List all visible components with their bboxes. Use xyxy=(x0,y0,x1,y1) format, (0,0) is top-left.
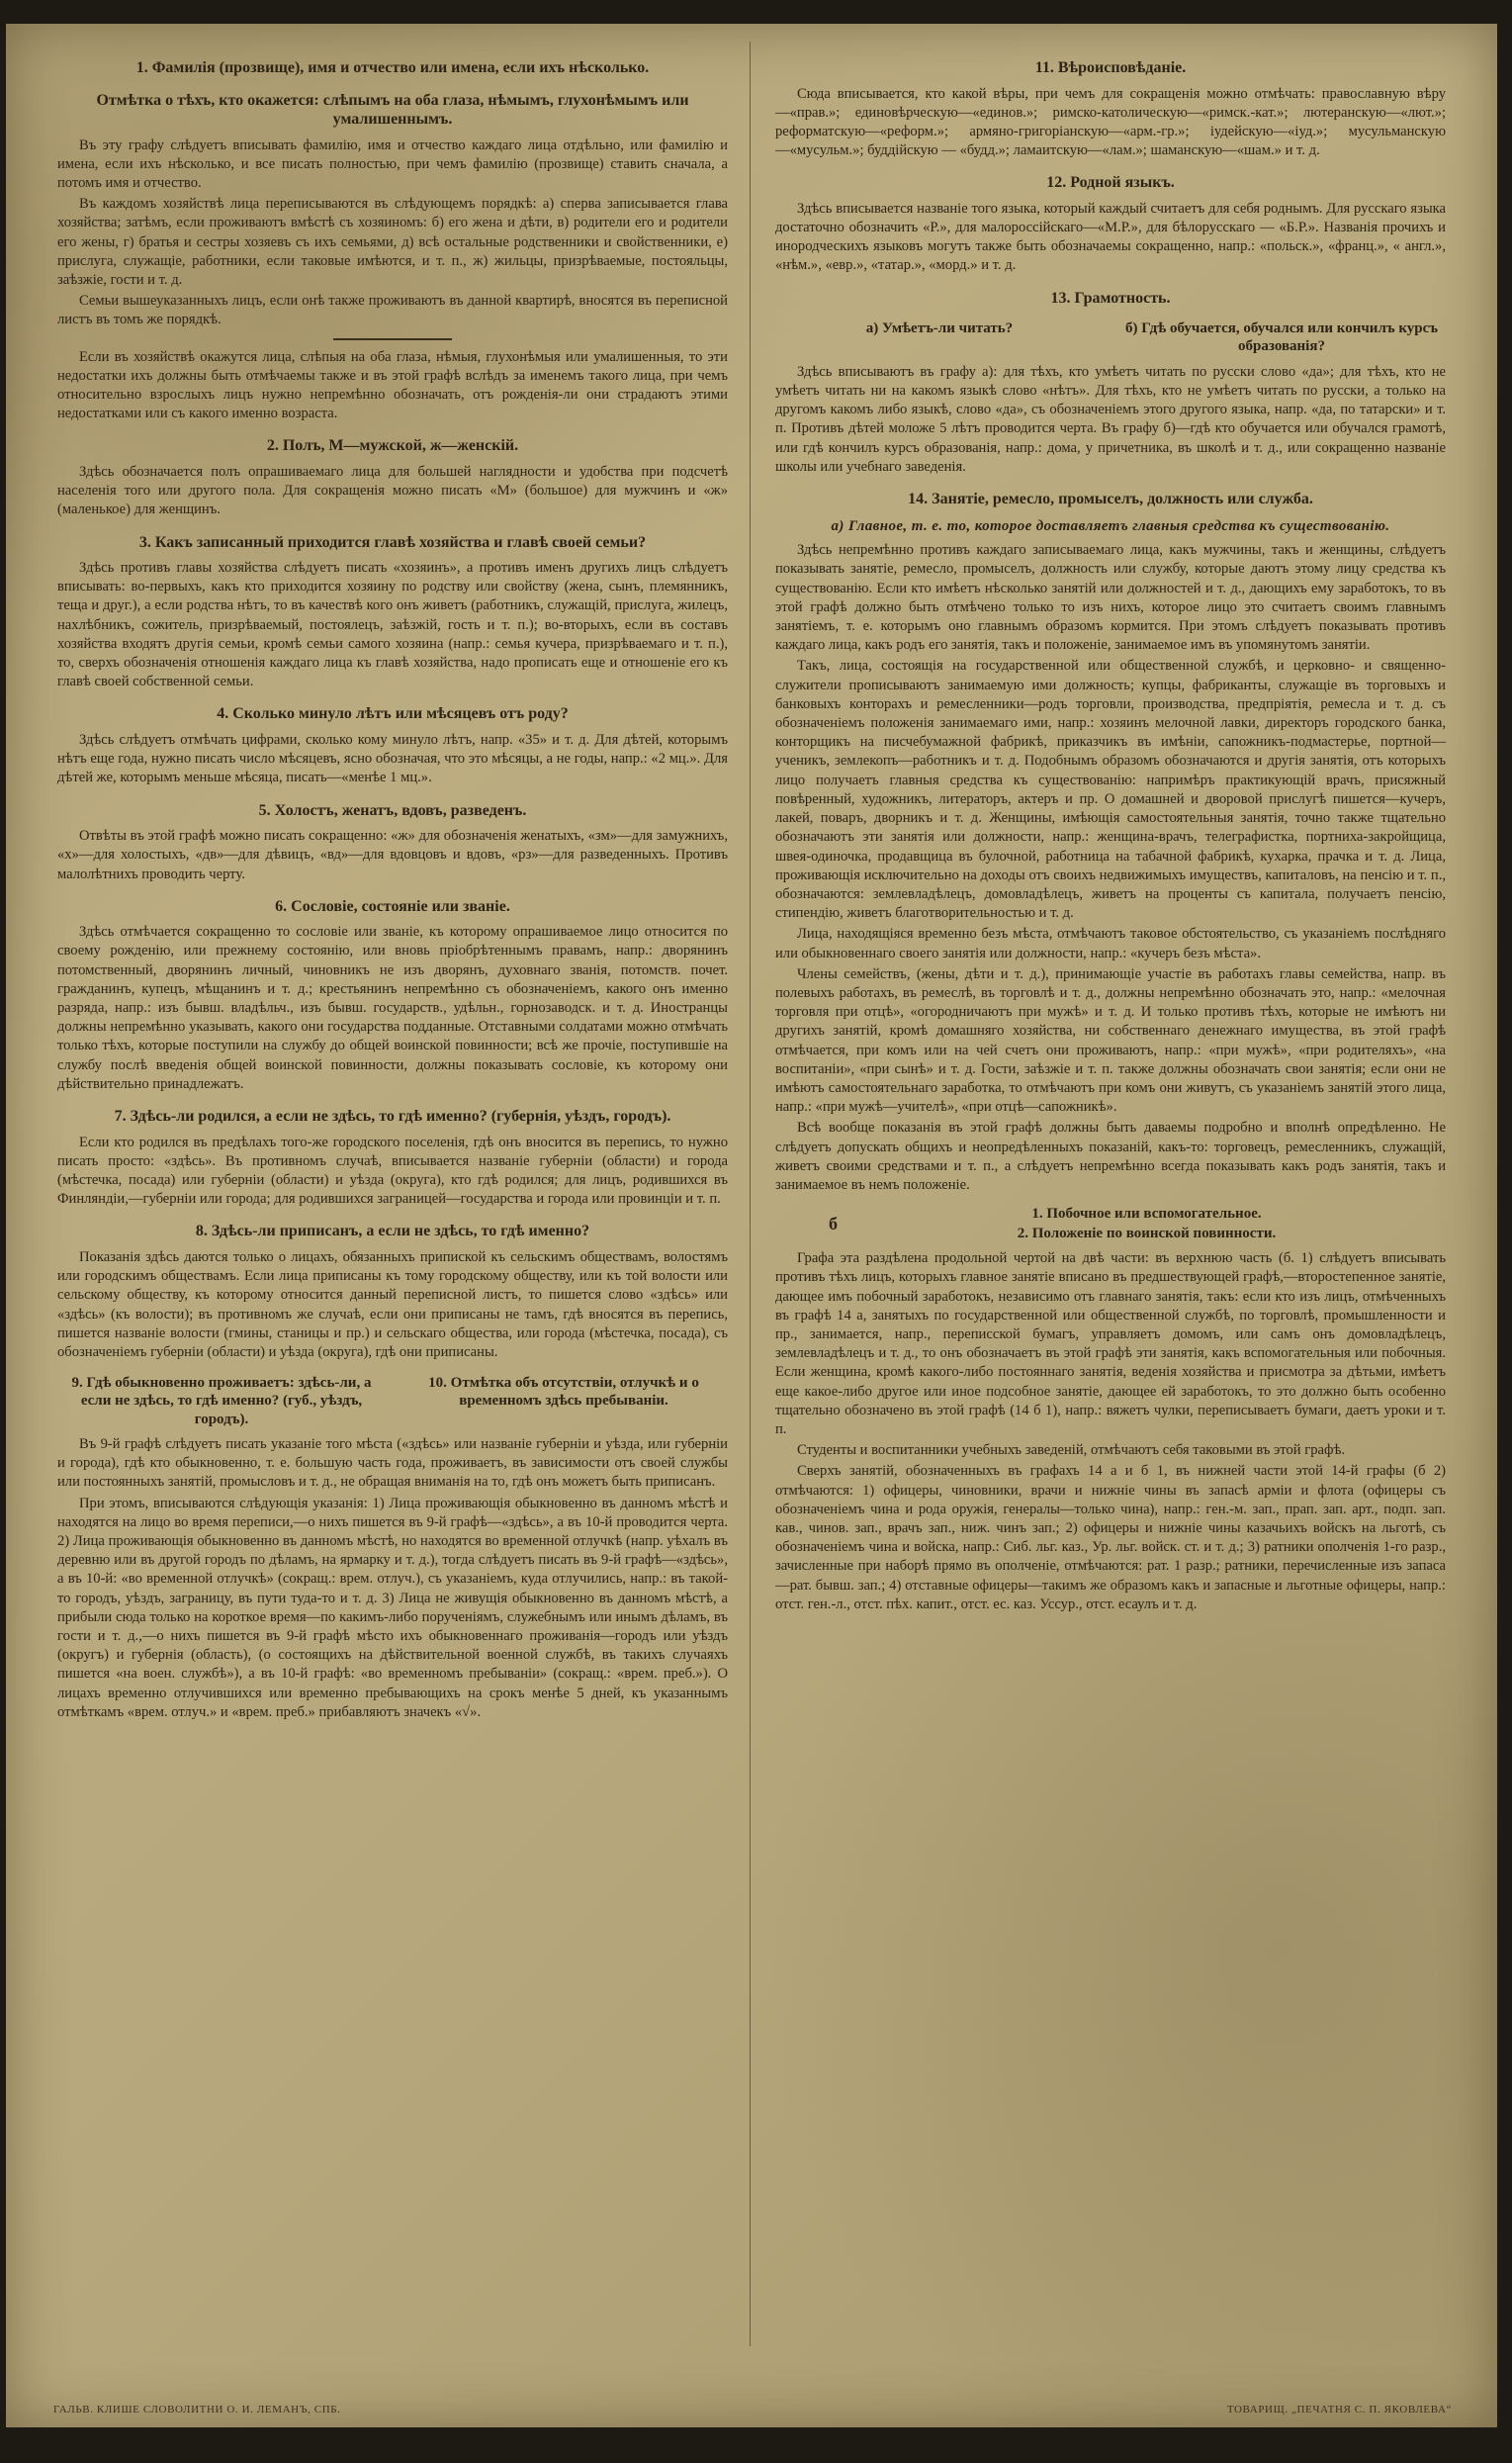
section-heading: 2. Положеніе по воинской повинности. xyxy=(1017,1225,1277,1241)
paragraph: Здѣсь обозначается полъ опрашиваемаго лица для большей наглядности и удобства при подсчетѣ населенія того или другого пола. Для сокращенія можно писать «М» (большое) для мужчинъ и «ж» (маленькое) для женщинъ. xyxy=(57,463,728,518)
right-column xyxy=(775,46,1446,1616)
section-heading-row xyxy=(775,319,1446,356)
paragraph: Члены семействъ, (жены, дѣти и т. д.), принимающіе участіе въ работахъ главы семейства, напр. въ полевыхъ работахъ, въ ремеслѣ, въ торговлѣ и т. д., должны непремѣнно обозначать это, напр.: «мелочная торговля при отцѣ», «огородничаютъ при мужѣ» и т. д. И только противъ тѣхъ, которые не имѣютъ ни другихъ занятій, кромѣ домашняго хозяйства, ни собственнаго денежнаго имущества, въ этой графѣ отмѣчается, при комъ или на чей счетъ они проживаютъ, напр.: «при мужѣ», «при родителяхъ», «на воспитаніи», «при сынѣ» и т. д. Гости, заѣзжіе и т. п. также должны обозначать свои занятія; если они не имѣютъ самостоятельнаго заработка, то отмѣчаютъ при комъ они живутъ, съ указаніемъ занятій этого лица, напр.: «при мужѣ—учителѣ», «при отцѣ—сапожникѣ». xyxy=(775,965,1446,1116)
divider-rule xyxy=(333,338,452,340)
paragraph: Всѣ вообще показанія въ этой графѣ должны быть даваемы подробно и вполнѣ опредѣленно. Не слѣдуетъ допускать общихъ и неопредѣленныхъ показаній, какъ-то: торговецъ, ремесленникъ, служащій, живетъ своими средствами и т. п., а слѣдуетъ непремѣнно всегда показывать какъ родъ занятія, такъ и занимаемое въ немъ положеніе. xyxy=(775,1120,1446,1193)
section-heading: Отмѣтка о тѣхъ, кто окажется: слѣпымъ на оба глаза, нѣмымъ, глухонѣмымъ или умалишеннымъ. xyxy=(96,91,689,129)
section-heading-row xyxy=(57,1374,728,1428)
paragraph: Въ 9-й графѣ слѣдуетъ писать указаніе того мѣста («здѣсь» или названіе губерніи и уѣзда, или губерніи и города), гдѣ кто обыкновенно, т. е. большую часть года, проживаетъ, въ зависимости отъ своей службы или постоянныхъ занятій, промысловъ и т. д., не обращая вниманія на то, гдѣ онъ можетъ быть приписанъ. xyxy=(57,1436,728,1491)
section-heading: б) Гдѣ обучается, обучался или кончилъ курсъ образованія? xyxy=(1124,320,1439,355)
paragraph: Здѣсь противъ главы хозяйства слѣдуетъ писать «хозяинъ», а противъ именъ другихъ лицъ слѣдуетъ вписывать: во-первыхъ, какъ кто приходится хозяину по родству или свойству (жена, сынъ, племянникъ, теща и друг.), а если родства нѣтъ, то въ качествѣ кого онъ живетъ (работникъ, служащій, прислуга, жилецъ, нахлѣбникъ, сожитель, призрѣваемый, постоялецъ, заѣзжій, гость и т. п.); во-вторыхъ, если въ составъ хозяйства входятъ другія семьи, кромѣ семьи самого хозяина (напр.: семья кучера, призрѣваемаго и т. п.), то, сверхъ обозначенія отношенія каждаго лица къ главѣ хозяйства, надо прописать еще и отношеніе его къ главѣ своей собственной семьи. xyxy=(57,560,728,690)
paragraph: Лица, находящіяся временно безъ мѣста, отмѣчаютъ таковое обстоятельство, съ указаніемъ послѣдняго или обыкновеннаго своего занятія или должности, напр.: «кучеръ безъ мѣста». xyxy=(775,926,1446,961)
section-heading: 8. Здѣсь-ли приписанъ, а если не здѣсь, то гдѣ именно? xyxy=(195,1223,590,1240)
left-column xyxy=(57,46,728,1724)
paragraph: При этомъ, вписываются слѣдующія указанія: 1) Лица проживающія обыкновенно въ данномъ мѣстѣ и находятся на лицо во время переписи,—о нихъ пишется въ 9-й графѣ—«здѣсь», а въ 10-й проводится черта. 2) Лица проживающія обыкновенно въ данномъ мѣстѣ, но находятся во временной отлучкѣ (напр. уѣхалъ въ деревню или въ другой городъ по дѣламъ, на ярмарку и т. д.), тогда слѣдуетъ писать въ 9-й графѣ—«здѣсь», а въ 10-й: «во временной отлучкѣ» (сокращ.: врем. отлуч.), съ указаніемъ, куда отлучились, напр.: въ такой-то городъ, уѣздъ, заграницу, въ пути туда-то и т. д. 3) Лица не живущія обыкновенно въ данномъ мѣстѣ, а прибыли сюда только на короткое время—по какимъ-либо порученіямъ, служебнымъ или инымъ дѣламъ, въ гости и т. д.,—о нихъ пишется въ 9-й графѣ мѣсто ихъ обыкновеннаго проживанія—городъ или уѣздъ (округъ) и губернія (область), (о состоящихъ на дѣйствительной военной службѣ, въ такихъ случаяхъ пишется «на воен. службѣ»), а въ 10-й графѣ: «во временномъ пребываніи» (сокращ.: «врем. преб.»). О лицахъ временно отлучившихся или временно пребывающихъ на срокъ менѣе 5 дней, къ указаннымъ отмѣткамъ «врем. отлуч.» и «врем. преб.» прибавляютъ значекъ «√». xyxy=(57,1495,728,1720)
bracketed-heading xyxy=(775,1205,1446,1243)
paragraph: Отвѣты въ этой графѣ можно писать сокращенно: «ж» для обозначенія женатыхъ, «зм»—для замужнихъ, «х»—для холостыхъ, «дв»—для дѣвицъ, «вд»—для вдовцовъ и вдовъ, «рз»—для разведенныхъ. Противъ малолѣтнихъ проводить черту. xyxy=(57,828,728,882)
section-heading: 3. Какъ записанный приходится главѣ хозяйства и главѣ своей семьи? xyxy=(138,533,647,551)
section-heading: 12. Родной языкъ. xyxy=(1046,174,1175,192)
paragraph: Показанія здѣсь даются только о лицахъ, обязанныхъ припиской къ сельскимъ обществамъ, волостямъ или городскимъ обществамъ. Если лица приписаны къ тому городскому обществу, или къ той волости или сельскому обществу, къ которому относится данный переписной листъ, то пишется слово «здѣсь» или «здѣсь» (къ волости); въ противномъ же случаѣ, если они приписаны не тамъ, гдѣ вносятся въ перепись, пишется названіе волости (гмины, станицы и пр.) и сельскаго общества, или города (мѣстечка, посада), съ обозначеніемъ губерніи (области) и уѣзда (округа), гдѣ они приписаны. xyxy=(57,1248,728,1360)
paragraph: Сверхъ занятій, обозначенныхъ въ графахъ 14 а и б 1, въ нижней части этой 14-й графы (б 2) отмѣчаются: 1) офицеры, чиновники, врачи и нижніе чины въ запасѣ арміи и флота (офицеры съ обозначеніемъ чина и рода оружія, генералы—только чина), напр.: ген.-м. зап., прап. зап. арт., подп. зап. кав., чинов. зап., врачъ зап., ниж. чинъ зап.; 2) офицеры и нижніе чины казачьихъ войскъ на льготѣ, съ обозначеніемъ чина и войска, напр.: Сиб. льг. каз., Ур. льг. войск. ст. и т. д.; 3) ратники ополченія 1-го разр., зачисленные при наборѣ прямо въ ополченіе, отмѣчаются: рат. 1 разр.; ратники, перечисленные изъ запаса—рат. бывш. зап.; 4) отставные офицеры—такимъ же образомъ какъ и запасные и льготные офицеры, напр.: отст. ген.-л., отст. пѣх. капит., отст. ес. каз. Уссур., отст. есаулъ и т. д. xyxy=(775,1463,1446,1612)
paper-sheet xyxy=(6,24,1497,2427)
paragraph: Если въ хозяйствѣ окажутся лица, слѣпыя на оба глаза, нѣмыя, глухонѣмыя или умалишенныя, то эти недостатки ихъ должны быть отмѣчаемы также и въ этой графѣ вслѣдъ за именемъ такого лица, при чемъ относительно взрослыхъ лицъ нужно непремѣнно обозначать, отъ рожденія-ли они страдаютъ этими недостатками или съ какого именно возраста. xyxy=(57,348,728,422)
section-heading: 11. Вѣроисповѣданіе. xyxy=(1034,59,1187,76)
section-subheading: а) Главное, т. е. то, которое доставляетъ главныя средства къ существованію. xyxy=(831,517,1390,534)
paragraph: Студенты и воспитанники учебныхъ заведеній, отмѣчаютъ себя таковыми въ этой графѣ. xyxy=(797,1442,1346,1459)
column-divider xyxy=(750,42,751,2346)
section-heading: 9. Гдѣ обыкновенно проживаетъ: здѣсь-ли, а если не здѣсь, то гдѣ именно? (губ., уѣздъ, городъ). xyxy=(71,1375,372,1427)
paragraph: Здѣсь непремѣнно противъ каждаго записываемаго лица, какъ мужчины, такъ и женщины, слѣдуетъ показывать занятіе, ремесло, промыселъ, должность или службу, которые даютъ этому лицу средства къ существованію. Если кто имѣетъ нѣсколько занятій или должностей и т. д., дающихъ ему заработокъ, то въ этой графѣ должно быть отмѣчено только то изъ нихъ, которое лицо это считаетъ своимъ главнымъ занятіемъ, т. е. которымъ оно главнымъ образомъ кормится. При этомъ слѣдуетъ показывать противъ каждаго лица, какъ родъ его занятія, такъ и положеніе, занимаемое имъ въ упомянутомъ занятіи. xyxy=(775,542,1446,654)
paragraph: Здѣсь слѣдуетъ отмѣчать цифрами, сколько кому минуло лѣтъ, напр. «35» и т. д. Для дѣтей, которымъ нѣтъ еще года, нужно писать число мѣсяцевъ, ясно обозначая, что это мѣсяцы, а не годы, напр.: «2 мц.». Для дѣтей же, которымъ меньше мѣсяца, писать—«менѣе 1 мц.». xyxy=(57,731,728,786)
section-heading: 5. Холостъ, женатъ, вдовъ, разведенъ. xyxy=(258,801,527,819)
section-heading: а) Умѣетъ-ли читать? xyxy=(865,320,1014,337)
section-heading: 10. Отмѣтка объ отсутствіи, отлучкѣ и о временномъ здѣсь пребываніи. xyxy=(428,1375,699,1410)
paragraph: Въ каждомъ хозяйствѣ лица переписываются въ слѣдующемъ порядкѣ: а) сперва записывается глава хозяйства; затѣмъ, если проживаютъ вмѣстѣ съ хозяиномъ: б) его жена и дѣти, в) родители его и родители его жены, г) братья и сестры хозяевъ съ ихъ семьями, д) всѣ остальные родственники и свойственники, е) прислуга, служащіе, работники, если таковые имѣются, и т. п., ж) жильцы, призрѣваемые, постояльцы, заѣзжіе, гости и т. д. xyxy=(57,196,728,288)
section-heading: 4. Сколько минуло лѣтъ или мѣсяцевъ отъ роду? xyxy=(217,705,569,723)
paragraph: Здѣсь вписывается названіе того языка, который каждый считаетъ для себя роднымъ. Для русскаго языка достаточно обозначить «Р.», для малороссійскаго—«М.Р.», для бѣлорусскаго — «Б.Р.». Названія прочихъ и инородческихъ языковъ могутъ также быть обозначаемы сокращенно, напр.: «польск.», «франц.», « англ.», «нѣм.», «евр.», «татар.», «морд.» и т. д. xyxy=(775,200,1446,274)
bracket-marker: б xyxy=(829,1214,838,1234)
paragraph: Сюда вписывается, кто какой вѣры, при чемъ для сокращенія можно отмѣчать: православную вѣру—«прав.»; единовѣрческую—«единов.»; римско-католическую—«римск.-кат.»; лютеранскую—«лют.»; реформатскую—«реформ.»; армяно-григоріанскую—«арм.-гр.»; іудейскую—«іуд.»; мусульманскую—«мусульм.»; буддійскую — «будд.»; ламаитскую—«лам.»; шаманскую—«шам.» и т. д. xyxy=(775,85,1446,159)
paragraph: Семьи вышеуказанныхъ лицъ, если онѣ также проживаютъ въ данной квартирѣ, вносятся въ переписной листъ въ томъ же порядкѣ. xyxy=(57,293,728,328)
section-heading: 2. Полъ, М—мужской, ж—женскій. xyxy=(266,437,519,455)
printer-imprint-right: ТОВАРИЩ. „ПЕЧАТНЯ С. П. ЯКОВЛЕВА“ xyxy=(1226,2404,1452,2416)
section-heading: 7. Здѣсь-ли родился, а если не здѣсь, то гдѣ именно? (губернія, уѣздъ, городъ). xyxy=(114,1108,671,1126)
paragraph: Такъ, лица, состоящія на государственной или общественной службѣ, и церковно- и священно-служители прописываютъ занимаемую ими должность; купцы, фабриканты, служащіе въ торговыхъ и банковыхъ конторахъ и ремесленники—родъ торговли, производства, предпріятія, ремесла и т. д. съ обозначеніемъ положенія занимаемаго ими, напр.: хозяинъ мелочной лавки, директоръ городского банка, конторщикъ на писчебумажной фабрикѣ, приказчикъ въ имѣніи, сапожникъ-подмастерье, портной—ученикъ, землекопъ—работникъ и т. д. Подобнымъ образомъ обозначаются и другія занятія, отъ которыхъ лицо получаетъ главныя средства къ существованію: напримѣръ практикующій врачъ, присяжный повѣренный, художникъ, литераторъ, актеръ и пр. О домашней и дворовой прислугѣ пишется—кучеръ, лакей, поваръ, дворникъ и т. д. Женщины, имѣющія самостоятельныя занятія, точно также тщательно обозначаютъ эти занятія или должности, напр.: женщина-врачъ, телеграфистка, портниха-закройщица, швея-одиночка, продавщица въ булочной, работница на табачной фабрикѣ, кухарка, прачка и т. д. Лица, проживающія исключительно на доходы отъ своихъ недвижимыхъ имуществъ, капиталовъ, на пенсію и т. п., обозначаются: землевладѣлецъ, домовладѣлецъ, живетъ на проценты съ капитала, получаетъ пенсію, стипендію, живетъ благотворительностью и т. д. xyxy=(775,658,1446,922)
section-heading: 1. Фамилія (прозвище), имя и отчество или имена, если ихъ нѣсколько. xyxy=(135,59,650,76)
paragraph: Если кто родился въ предѣлахъ того-же городского поселенія, гдѣ онъ вносится въ перепись, то нужно писать просто: «здѣсь». Въ противномъ случаѣ, вписывается названіе губерніи (области) и города (мѣстечка, посада) или губерніи (области) и уѣзда (округа), кто гдѣ родился; для лицъ, родившихся въ Финляндіи,—губерніи или города; для родившихся заграницей—государства и города или провинціи и т. п. xyxy=(57,1134,728,1208)
section-heading: 13. Грамотность. xyxy=(1050,289,1171,307)
paragraph: Здѣсь отмѣчается сокращенно то сословіе или званіе, къ которому опрашиваемое лицо относится по своему рожденію, или прежнему состоянію, или вновь пріобрѣтеннымъ правамъ, напр.: дворянинъ потомственный, дворянинъ личный, чиновникъ не изъ дворянъ, духовнаго званія, потомств. почет. гражданинъ, купецъ, мѣщанинъ и т. д.; крестьянинъ непремѣнно съ обозначеніемъ, какого онъ именно разряда, напр.: изъ бывш. владѣльч., изъ бывш. государств., удѣльн., горнозаводск. и т. д. Иностранцы должны непремѣнно указывать, какого они государства подданные. Отставными солдатами можно отмѣчать только тѣхъ, которые поступили на службу до общей воинской повинности; всѣ же прочіе, поступившіе на службу послѣ введенія общей воинской повинности, должны показывать сословіе, къ которому они дѣйствительно принадлежатъ. xyxy=(57,924,728,1092)
section-heading: 1. Побочное или вспомогательное. xyxy=(1031,1206,1262,1223)
paragraph: Графа эта раздѣлена продольной чертой на двѣ части: въ верхнюю часть (б. 1) слѣдуетъ вписывать противъ тѣхъ лицъ, которыхъ главное занятіе вписано въ предшествующей графѣ,—второстепенное занятіе, дающее имъ побочный заработокъ, независимо отъ главнаго занятія, такъ: если кто изъ лицъ, отмѣченныхъ въ графѣ 14 а, занятыхъ по государственной или общественной службѣ, по торговлѣ, промышленности и пр., занимается, напр., переписской бумагъ, управляетъ домомъ, или самъ онъ домовладѣлецъ, землевладѣлецъ и т. д., то онъ обозначаетъ въ этой графѣ эти занятія, какъ вспомогательныя или побочныя. Если женщина, кромѣ какого-либо постояннаго занятія, веденія хозяйства и присмотра за дѣтьми, имѣетъ еще какое-либо другое или иное подсобное занятіе, дающее ей заработокъ, то это должно быть особенно тщательно обозначено въ этой графѣ (14 б 1), напр.: вяжетъ чулки, переписываетъ бумаги, даетъ уроки и т. п. xyxy=(775,1250,1446,1437)
section-heading: 6. Сословіе, состояніе или званіе. xyxy=(275,897,510,915)
printer-imprint-left: ГАЛЬВ. КЛИШЕ СЛОВОЛИТНИ О. И. ЛЕМАНЪ, СПБ. xyxy=(53,2404,341,2416)
paragraph: Въ эту графу слѣдуетъ вписывать фамилію, имя и отчество каждаго лица отдѣльно, или фамилію и имена, если ихъ нѣсколько, и все писать полностью, при чемъ фамилію (прозвище) ставить сначала, а потомъ имя и отчество. xyxy=(57,137,728,191)
section-heading: 14. Занятіе, ремесло, промыселъ, должность или служба. xyxy=(908,490,1313,507)
paragraph: Здѣсь вписываютъ въ графу а): для тѣхъ, кто умѣетъ читать по русски слово «да»; для тѣхъ, кто не умѣетъ читать ни на какомъ языкѣ слово «нѣтъ». Для тѣхъ, кто не умѣетъ читать по русски, а только на другомъ какомъ либо языкѣ, слово «да», съ обозначеніемъ этого другого языка, напр. «да, по татарски» и т. п. Противъ дѣтей моложе 5 лѣтъ проводится черта. Въ графу б)—гдѣ кто обучается или обучался грамотѣ, или гдѣ кончилъ курсъ образованія, напр.: дома, у причетника, въ школѣ и т. д., или сокращенно названіе школы или учебнаго заведенія. xyxy=(775,363,1446,475)
